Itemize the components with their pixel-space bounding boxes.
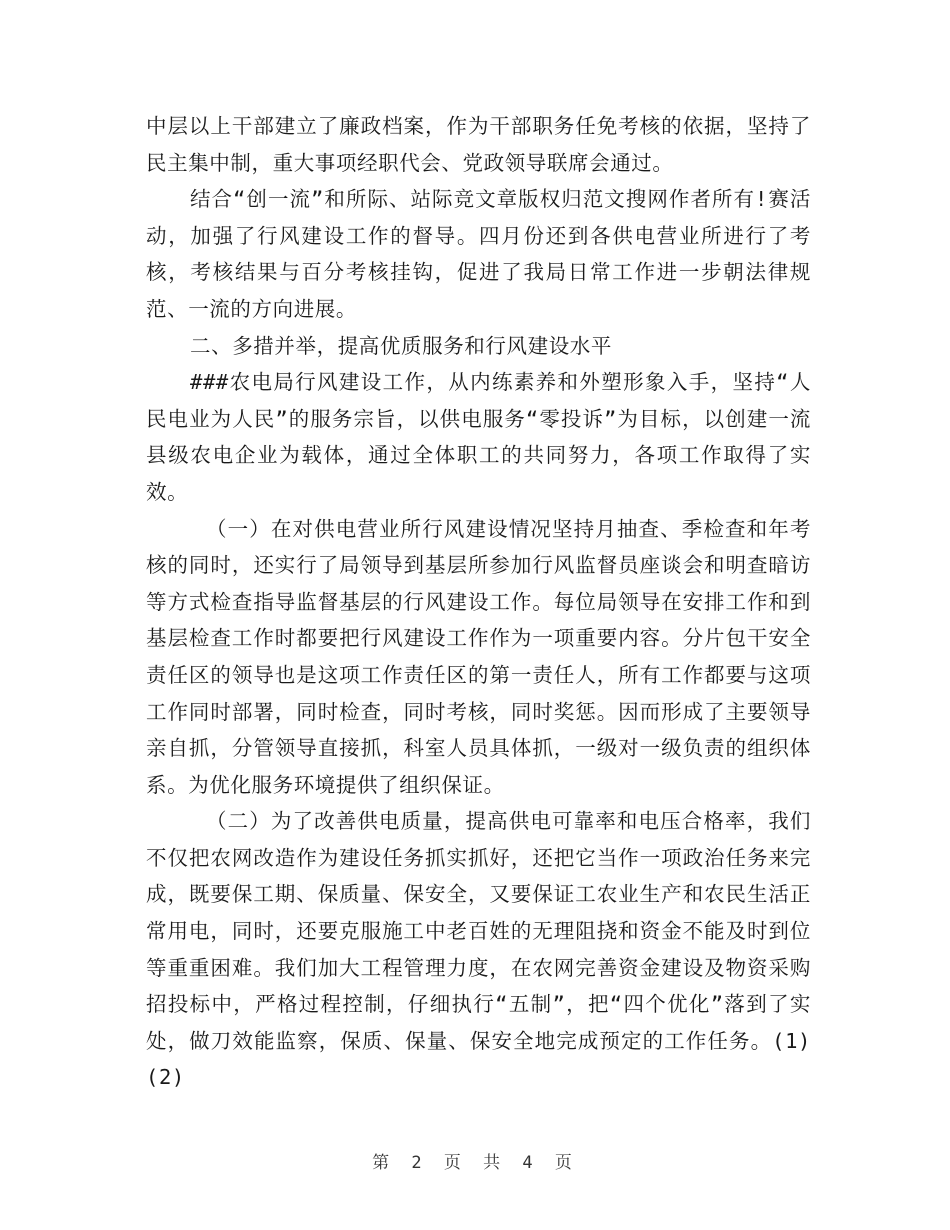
paragraph-continuation: 中层以上干部建立了廉政档案，作为干部职务任免考核的依据，坚持了民主集中制，重大事项经职代会、党政领导联席会通过。 [146, 114, 811, 175]
page-number-footer: 第 2 页 共 4 页 [372, 1153, 578, 1173]
paragraph-item-1: （一）在对供电营业所行风建设情况坚持月抽查、季检查和年考核的同时，还实行了局领导到基层所参加行风监督员座谈会和明查暗访等方式检查指导监督基层的行风建设工作。每位局领导在安排工作和到基层检查工作时都要把行风建设工作作为一项重要内容。分片包干安全责任区的领导也是这项工作责任区的第一责任人，所有工作都要与这项工作同时部署，同时检查，同时考核，同时奖惩。因而形成了主要领导亲自抓，分管领导直接抓，科室人员具体抓，一级对一级负责的组织体系。为优化服务环境提供了组织保证。 [146, 516, 811, 797]
paragraph-intro: ###农电局行风建设工作，从内练素养和外塑形象入手，坚持“人民电业为人民”的服务宗旨，以供电服务“零投诉”为目标，以创建一流县级农电企业为载体，通过全体职工的共同努力，各项工作取得了实效。 [146, 370, 811, 504]
paragraph-competition: 结合“创一流”和所际、站际竞文章版权归范文搜网作者所有!赛活动，加强了行风建设工作的督导。四月份还到各供电营业所进行了考核，考核结果与百分考核挂钩，促进了我局日常工作进一步朝法律规范、一流的方向进展。 [146, 187, 811, 321]
document-body [146, 108, 811, 1096]
section-heading: 二、多措并举，提高优质服务和行风建设水平 [190, 333, 612, 358]
paragraph-item-2: （二）为了改善供电质量，提高供电可靠率和电压合格率，我们不仅把农网改造作为建设任务抓实抓好，还把它当作一项政治任务来完成，既要保工期、保质量、保安全，又要保证工农业生产和农民生活正常用电，同时，还要克服施工中老百姓的无理阻挠和资金不能及时到位等重重困难。我们加大工程管理力度，在农网完善资金建设及物资采购招投标中，严格过程控制，仔细执行“五制”，把“四个优化”落到了实处，做刀效能监察，保质、保量、保安全地完成预定的工作任务。(1)(2) [146, 809, 811, 1090]
